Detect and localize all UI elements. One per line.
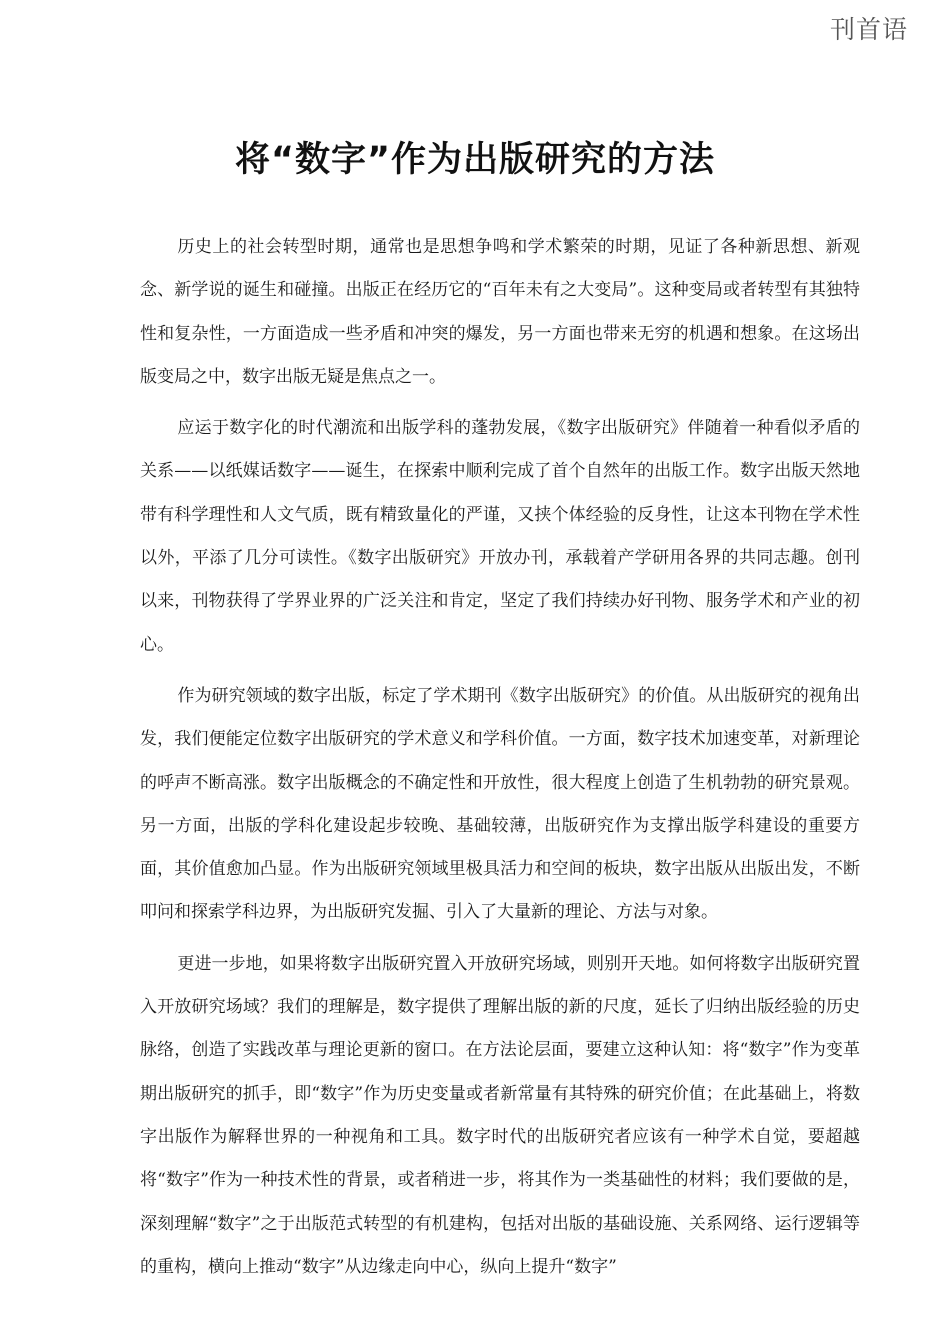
- paragraph: 作为研究领域的数字出版，标定了学术期刊《数字出版研究》的价值。从出版研究的视角出发，我们便能定位数字出版研究的学术意义和学科价值。一方面，数字技术加速变革，对新理论的呼声不断高涨。数字出版概念的不确定性和开放性，很大程度上创造了生机勃勃的研究景观。另一方面，出版的学科化建设起步较晚、基础较薄，出版研究作为支撑出版学科建设的重要方面，其价值愈加凸显。作为出版研究领域里极具活力和空间的板块，数字出版从出版出发，不断叩问和探索学科边界，为出版研究发掘、引入了大量新的理论、方法与对象。: [140, 685, 860, 923]
- paragraph: 历史上的社会转型时期，通常也是思想争鸣和学术繁荣的时期，见证了各种新思想、新观念、新学说的诞生和碰撞。出版正在经历它的“百年未有之大变局”。这种变局或者转型有其独特性和复杂性，一方面造成一些矛盾和冲突的爆发，另一方面也带来无穷的机遇和想象。在这场出版变局之中，数字出版无疑是焦点之一。: [140, 237, 860, 387]
- article-body: [140, 226, 860, 1297]
- section-label: 刊首语: [829, 15, 908, 44]
- paragraph: 更进一步地，如果将数字出版研究置入开放研究场域，则别开天地。如何将数字出版研究置入开放研究场域？我们的理解是，数字提供了理解出版的新的尺度，延长了归纳出版经验的历史脉络，创造了实践改革与理论更新的窗口。在方法论层面，要建立这种认知：将“数字”作为变革期出版研究的抓手，即“数字”作为历史变量或者新常量有其特殊的研究价值；在此基础上，将数字出版作为解释世界的一种视角和工具。数字时代的出版研究者应该有一种学术自觉，要超越将“数字”作为一种技术性的背景，或者稍进一步，将其作为一类基础性的材料；我们要做的是，深刻理解“数字”之于出版范式转型的有机建构，包括对出版的基础设施、关系网络、运行逻辑等的重构，横向上推动“数字”从边缘走向中心，纵向上提升“数字”: [140, 953, 860, 1277]
- article-title: 将“数字”作为出版研究的方法: [234, 140, 715, 180]
- paragraph: 应运于数字化的时代潮流和出版学科的蓬勃发展，《数字出版研究》伴随着一种看似矛盾的关系——以纸媒话数字——诞生，在探索中顺利完成了首个自然年的出版工作。数字出版天然地带有科学理性和人文气质，既有精致量化的严谨，又挟个体经验的反身性，让这本刊物在学术性以外，平添了几分可读性。《数字出版研究》开放办刊，承载着产学研用各界的共同志趣。创刊以来，刊物获得了学界业界的广泛关注和肯定，坚定了我们持续办好刊物、服务学术和产业的初心。: [140, 418, 860, 655]
